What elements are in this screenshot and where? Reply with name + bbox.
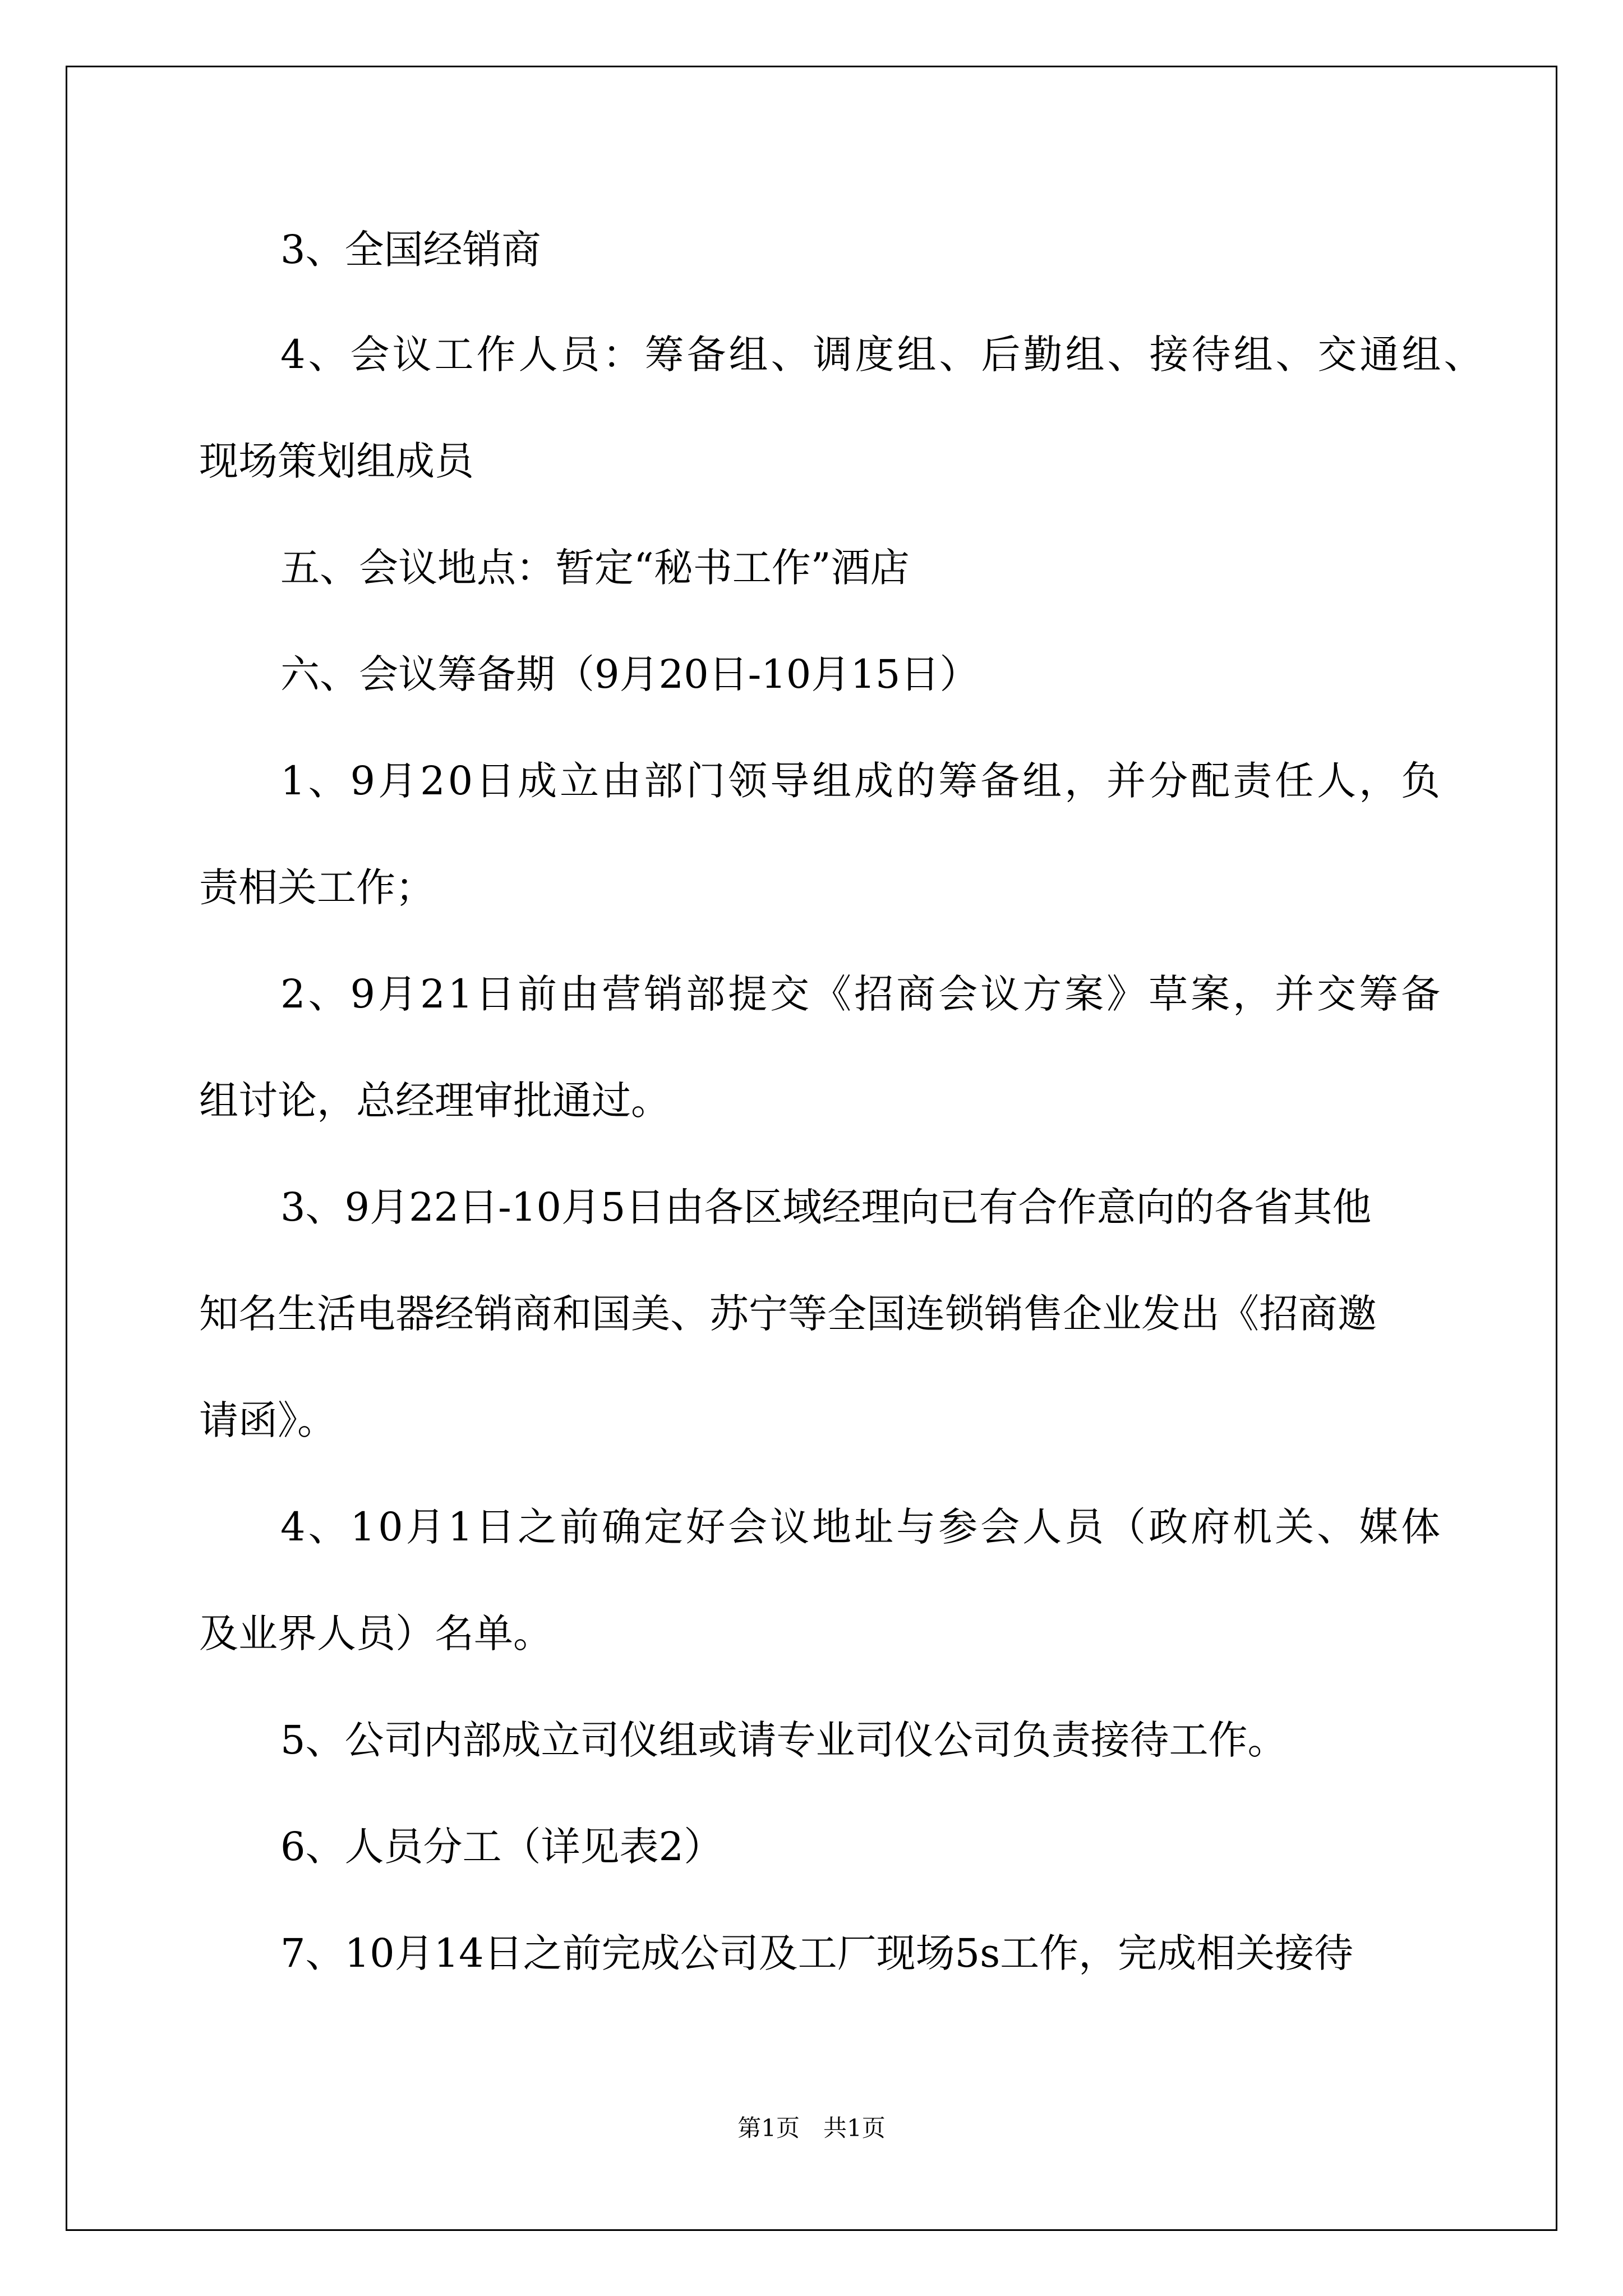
text-line: 及业界人员）名单。 (199, 1611, 552, 1657)
text-line: 3、全国经销商 (280, 227, 541, 273)
text-line: 4、10月1日之前确定好会议地址与参会人员（政府机关、媒体 (280, 1504, 1444, 1550)
text-line: 7、10月14日之前完成公司及工厂现场5s工作，完成相关接待 (280, 1930, 1354, 1976)
text-line: 现场策划组成员 (199, 438, 474, 484)
text-line: 五、会议地点：暂定“秘书工作”酒店 (280, 545, 910, 591)
text-line: 4、会议工作人员：筹备组、调度组、后勤组、接待组、交通组、 (280, 332, 1486, 378)
text-line: 6、人员分工（详见表2） (280, 1824, 723, 1870)
text-line: 六、会议筹备期（9月20日-10月15日） (280, 651, 979, 697)
text-line: 知名生活电器经销商和国美、苏宁等全国连锁销售企业发出《招商邀 (199, 1291, 1377, 1337)
text-line: 组讨论，总经理审批通过。 (199, 1078, 670, 1124)
text-line: 1、9月20日成立由部门领导组成的筹备组，并分配责任人，负 (280, 758, 1444, 804)
text-line: 5、公司内部成立司仪组或请专业司仪公司负责接待工作。 (280, 1717, 1287, 1763)
text-line: 请函》。 (199, 1397, 336, 1443)
page-border (66, 66, 1557, 2231)
text-line: 3、9月22日-10月5日由各区域经理向已有合作意向的各省其他 (280, 1184, 1372, 1230)
text-line: 责相关工作； (199, 864, 435, 910)
text-line: 2、9月21日前由营销部提交《招商会议方案》草案，并交筹备 (280, 971, 1444, 1017)
page-footer: 第1页 共1页 (737, 2114, 886, 2142)
